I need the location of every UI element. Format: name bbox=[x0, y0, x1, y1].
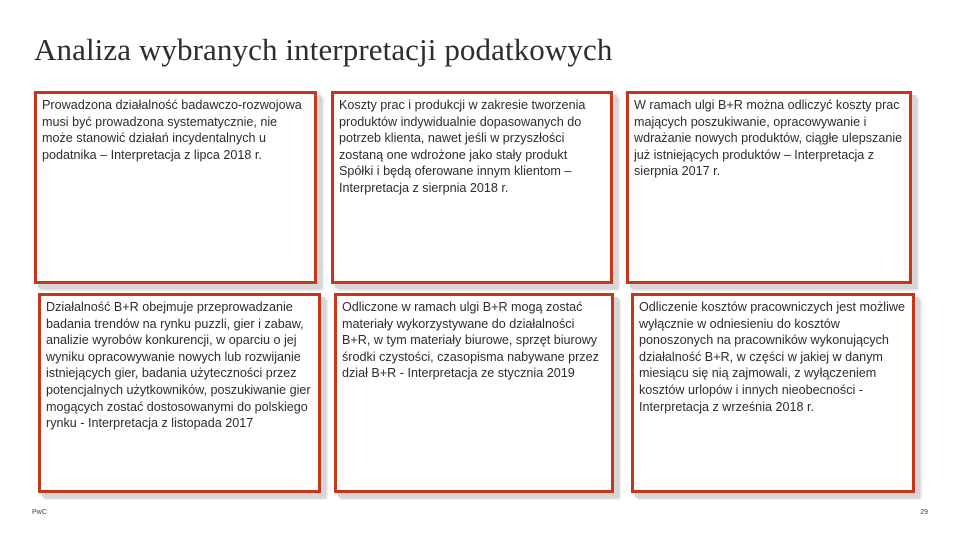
interpretation-card-4 bbox=[38, 293, 321, 493]
slide-title: Analiza wybranych interpretacji podatkowych bbox=[34, 32, 613, 67]
card-text: W ramach ulgi B+R można odliczyć koszty prac mających poszukiwanie, opracowywanie i wdrażanie nowych produktów, ciągłe ulepszanie już istniejących produktów – Interpretacja z sierpnia 2017 r. bbox=[634, 98, 903, 179]
card-text: Koszty prac i produkcji w zakresie tworzenia produktów indywidualnie dopasowanych do potrzeb klienta, nawet jeśli w przyszłości zostaną one wdrożone jako stały produkt Spółki i będą oferowane innym klientom – Interpretacja z sierpnia 2018 r. bbox=[339, 98, 586, 195]
card-text: Odliczenie kosztów pracowniczych jest możliwe wyłącznie w odniesieniu do kosztów ponoszonych na pracowników wykonujących działalność B+R, w części w jakiej w danym miesiącu się nią zajmowali, z wyłączeniem kosztów urlopów i innych nieobecności - Interpretacja z września 2018 r. bbox=[639, 300, 905, 414]
interpretation-card-6 bbox=[631, 293, 915, 493]
interpretation-card-2 bbox=[331, 91, 613, 284]
card-text: Prowadzona działalność badawczo-rozwojowa musi być prowadzona systematycznie, nie może stanowić działań incydentalnych u podatnika – Interpretacja z lipca 2018 r. bbox=[42, 98, 302, 162]
brand-label: PwC bbox=[32, 509, 47, 516]
card-text: Odliczone w ramach ulgi B+R mogą zostać materiały wykorzystywane do działalności B+R, w tym materiały biurowe, sprzęt biurowy środki czystości, czasopisma nabywane przez dział B+R - Interpretacja ze stycznia 2019 bbox=[342, 300, 599, 381]
page-number: 29 bbox=[920, 509, 928, 516]
interpretation-card-3 bbox=[626, 91, 912, 284]
interpretation-card-5 bbox=[334, 293, 614, 493]
interpretation-card-1 bbox=[34, 91, 317, 284]
card-text: Działalność B+R obejmuje przeprowadzanie badania trendów na rynku puzzli, gier i zabaw, analizie wyrobów konkurencji, w oparciu o jej wyniku opracowywanie nowych lub rozwijanie istniejących gier, badania użyteczności przez potencjalnych użytkowników, poszukiwanie gier mogących zostać dostosowanymi do polskiego rynku - Interpretacja z listopada 2017 bbox=[46, 300, 311, 431]
